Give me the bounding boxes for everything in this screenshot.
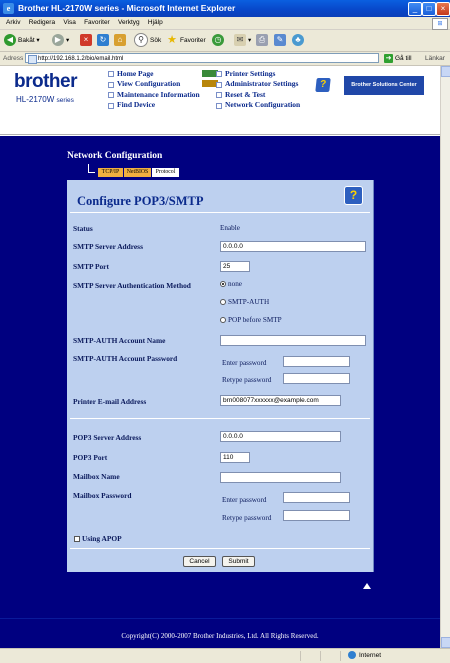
pop3-port-input[interactable]: 110 bbox=[220, 452, 250, 463]
scroll-down-arrow-icon[interactable] bbox=[441, 637, 450, 648]
forward-button[interactable]: ▶ ▾ bbox=[52, 33, 69, 48]
menu-arkiv[interactable]: Arkiv bbox=[6, 19, 21, 26]
nav-maintenance-information[interactable]: Maintenance Information bbox=[108, 90, 200, 100]
mailbox-retype-password-label: Retype password bbox=[222, 514, 272, 522]
scroll-up-arrow-icon[interactable] bbox=[441, 66, 450, 77]
messenger-icon: ♣ bbox=[292, 34, 304, 46]
address-url: http://192.168.1.2/bio/email.html bbox=[38, 56, 124, 62]
nav-administrator-settings[interactable]: Administrator Settings bbox=[216, 79, 300, 89]
refresh-icon: ↻ bbox=[97, 34, 109, 46]
mailbox-retype-password-input[interactable] bbox=[283, 510, 350, 521]
email-address-input[interactable]: brn008077xxxxxx@example.com bbox=[220, 395, 341, 406]
auth-smtp-auth-radio[interactable] bbox=[220, 299, 226, 305]
pop3-port-label: POP3 Port bbox=[73, 453, 108, 462]
window-title-bar bbox=[0, 0, 450, 17]
nav-reset-test[interactable]: Reset & Test bbox=[216, 90, 300, 100]
menu-hjalp[interactable]: Hjälp bbox=[147, 19, 163, 26]
nav-home-page[interactable]: Home Page bbox=[108, 69, 200, 79]
status-value: Enable bbox=[220, 224, 240, 232]
nav-printer-settings[interactable]: Printer Settings bbox=[216, 69, 300, 79]
mailbox-name-label: Mailbox Name bbox=[73, 472, 120, 481]
tab-netbios[interactable]: NetBIOS bbox=[124, 168, 151, 177]
history-button[interactable] bbox=[212, 33, 226, 48]
status-separator bbox=[300, 651, 301, 661]
help-icon[interactable]: ? bbox=[315, 78, 330, 92]
nav-view-configuration[interactable]: View Configuration bbox=[108, 79, 200, 89]
auth-none-radio[interactable] bbox=[220, 281, 226, 287]
history-icon: ◷ bbox=[212, 34, 224, 46]
links-button[interactable]: Länkar bbox=[425, 55, 445, 62]
maximize-button[interactable]: □ bbox=[422, 2, 436, 16]
nav-network-configuration[interactable]: Network Configuration bbox=[216, 100, 300, 110]
help-question-icon[interactable]: ? bbox=[344, 186, 363, 205]
cancel-button[interactable]: Cancel bbox=[183, 556, 216, 567]
menu-bar bbox=[0, 17, 450, 30]
nav-right bbox=[216, 69, 300, 111]
auth-method-label: SMTP Server Authentication Method bbox=[73, 281, 191, 290]
go-arrow-icon: ➜ bbox=[385, 54, 392, 62]
model-name: HL-2170W series bbox=[16, 95, 74, 104]
globe-icon bbox=[348, 651, 356, 659]
apop-checkbox[interactable] bbox=[74, 536, 80, 542]
tab-tcpip[interactable]: TCP/IP bbox=[98, 168, 123, 177]
header-divider bbox=[0, 134, 440, 135]
mailbox-name-input[interactable] bbox=[220, 472, 341, 483]
menu-verktyg[interactable]: Verktyg bbox=[117, 19, 140, 26]
mailbox-enter-password-label: Enter password bbox=[222, 496, 267, 504]
messenger-button[interactable] bbox=[292, 33, 306, 48]
home-icon: ⌂ bbox=[114, 34, 126, 46]
auth-enter-password-input[interactable] bbox=[283, 356, 350, 367]
page-content bbox=[0, 66, 440, 648]
auth-pop-before-smtp-label: POP before SMTP bbox=[228, 316, 282, 324]
address-label: Adress bbox=[3, 55, 24, 62]
print-button[interactable] bbox=[256, 33, 270, 48]
pop3-server-label: POP3 Server Address bbox=[73, 433, 142, 442]
auth-none-label: none bbox=[228, 280, 242, 288]
status-label: Status bbox=[73, 224, 93, 233]
star-icon: ★ bbox=[167, 34, 177, 47]
page-icon bbox=[28, 55, 37, 64]
address-bar bbox=[0, 52, 450, 66]
back-button[interactable]: ◀ Bakåt ▾ bbox=[4, 33, 40, 48]
status-bar bbox=[0, 648, 450, 663]
mailbox-enter-password-input[interactable] bbox=[283, 492, 350, 503]
menu-redigera[interactable]: Redigera bbox=[28, 19, 56, 26]
windows-logo-icon: ⊞ bbox=[432, 18, 448, 30]
status-separator bbox=[340, 651, 341, 661]
pop3-server-input[interactable]: 0.0.0.0 bbox=[220, 431, 341, 442]
smtp-server-input[interactable]: 0.0.0.0 bbox=[220, 241, 366, 252]
configure-panel bbox=[67, 180, 374, 572]
scroll-to-top-icon[interactable] bbox=[363, 583, 371, 589]
vertical-scrollbar[interactable] bbox=[440, 66, 450, 648]
status-separator bbox=[320, 651, 321, 661]
menu-visa[interactable]: Visa bbox=[63, 19, 76, 26]
close-button[interactable]: × bbox=[436, 2, 450, 16]
smtp-port-input[interactable]: 25 bbox=[220, 261, 250, 272]
nav-find-device[interactable]: Find Device bbox=[108, 100, 200, 110]
tab-tree-line bbox=[88, 164, 95, 173]
section-divider bbox=[70, 418, 370, 419]
security-zone: Internet bbox=[348, 651, 381, 661]
mailbox-password-label: Mailbox Password bbox=[73, 491, 132, 500]
auth-retype-password-input[interactable] bbox=[283, 373, 350, 384]
brother-logo: brother bbox=[14, 71, 77, 92]
auth-pop-before-smtp-radio[interactable] bbox=[220, 317, 226, 323]
auth-retype-password-label: Retype password bbox=[222, 376, 272, 384]
auth-password-label: SMTP-AUTH Account Password bbox=[73, 354, 178, 363]
address-input[interactable] bbox=[25, 53, 379, 63]
smtp-server-label: SMTP Server Address bbox=[73, 242, 143, 251]
menu-favoriter[interactable]: Favoriter bbox=[84, 19, 110, 26]
edit-icon: ✎ bbox=[274, 34, 286, 46]
ie-icon: e bbox=[3, 3, 14, 14]
search-button[interactable]: ⚲ Sök bbox=[134, 33, 161, 48]
auth-enter-password-label: Enter password bbox=[222, 359, 267, 367]
auth-smtp-auth-label: SMTP-AUTH bbox=[228, 298, 270, 306]
auth-account-label: SMTP-AUTH Account Name bbox=[73, 336, 166, 345]
mail-button[interactable]: ✉ ▾ bbox=[234, 33, 251, 48]
home-button[interactable] bbox=[114, 33, 128, 48]
refresh-button[interactable] bbox=[97, 33, 111, 48]
email-address-label: Printer E-mail Address bbox=[73, 397, 147, 406]
apop-label: Using APOP bbox=[82, 534, 122, 543]
auth-account-input[interactable] bbox=[220, 335, 366, 346]
back-arrow-icon: ◀ bbox=[4, 34, 16, 46]
section-title: Network Configuration bbox=[67, 151, 163, 161]
minimize-button[interactable]: _ bbox=[408, 2, 422, 16]
solutions-center-link[interactable]: Brother Solutions Center bbox=[344, 76, 424, 95]
submit-button[interactable]: Submit bbox=[222, 556, 255, 567]
toolbar bbox=[0, 30, 450, 52]
edit-button[interactable] bbox=[274, 33, 288, 48]
forward-arrow-icon: ▶ bbox=[52, 34, 64, 46]
nav-left bbox=[108, 69, 200, 111]
stop-button[interactable] bbox=[80, 33, 94, 48]
title-divider bbox=[70, 212, 370, 213]
mail-icon: ✉ bbox=[234, 34, 246, 46]
search-icon: ⚲ bbox=[134, 33, 148, 47]
buttons-divider bbox=[70, 548, 370, 549]
favorites-button[interactable]: ★ Favoriter bbox=[167, 34, 206, 47]
go-button[interactable]: ➜ Gå till bbox=[385, 54, 412, 62]
copyright-text: Copyright(C) 2000-2007 Brother Industries, Ltd. All Rights Reserved. bbox=[121, 632, 319, 640]
window-title: Brother HL-2170W series - Microsoft Internet Explorer bbox=[18, 3, 236, 13]
stop-icon: × bbox=[80, 34, 92, 46]
smtp-port-label: SMTP Port bbox=[73, 262, 109, 271]
printer-icon: ⎙ bbox=[256, 34, 268, 46]
tab-protocol[interactable]: Protocol bbox=[152, 168, 179, 177]
panel-title: Configure POP3/SMTP bbox=[77, 194, 204, 208]
